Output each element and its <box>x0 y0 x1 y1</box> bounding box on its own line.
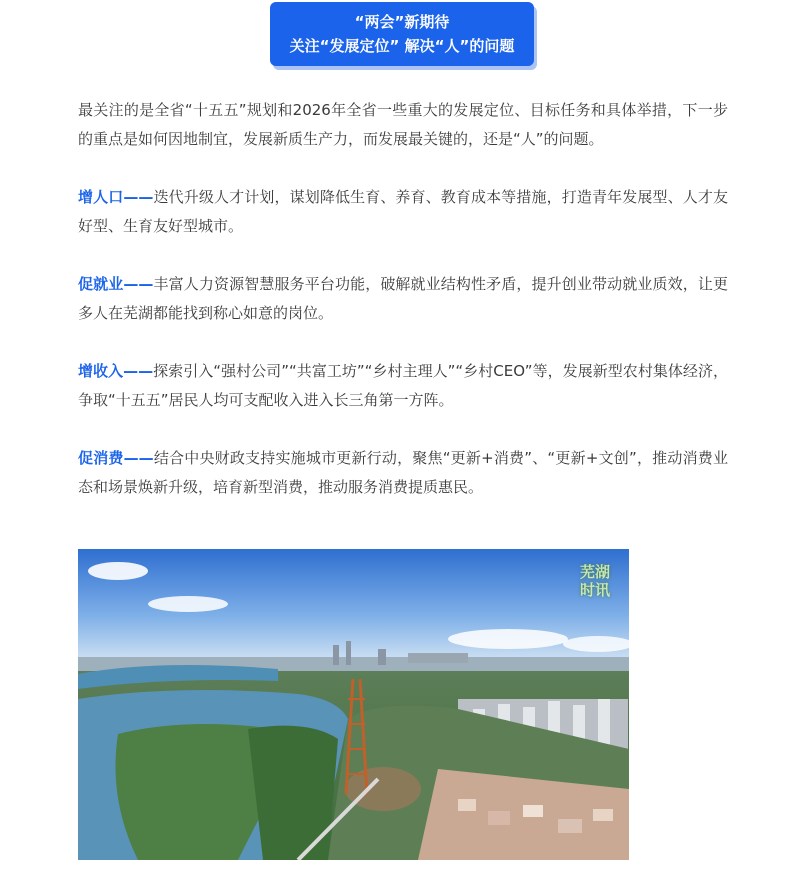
section-paragraph-population <box>78 183 728 241</box>
section-paragraph-employment <box>78 270 728 328</box>
photo-illustration <box>78 549 629 860</box>
section-text: 迭代升级人才计划，谋划降低生育、养育、教育成本等措施，打造青年发展型、人才友好型、生育友好型城市。 <box>78 188 728 235</box>
city-aerial-photo <box>78 549 629 860</box>
photo-watermark <box>573 563 617 599</box>
section-paragraph-income <box>78 357 728 415</box>
section-keyword: 增人口—— <box>78 188 154 206</box>
watermark-line-2: 时讯 <box>579 581 610 599</box>
title-line-2: 关注“发展定位” 解决“人”的问题 <box>289 37 515 55</box>
intro-paragraph: 最关注的是全省“十五五”规划和2026年全省一些重大的发展定位、目标任务和具体举措，下一步的重点是如何因地制宜，发展新质生产力，而发展最关键的，还是“人”的问题。 <box>78 101 728 148</box>
title-line-1: “两会”新期待 <box>354 13 450 31</box>
section-keyword: 促就业—— <box>78 275 154 293</box>
section-keyword: 增收入—— <box>78 362 154 380</box>
section-paragraph-consumption <box>78 444 728 502</box>
watermark-line-1: 芜湖 <box>579 563 610 581</box>
section-text: 结合中央财政支持实施城市更新行动，聚焦“更新+消费”、“更新+文创”，推动消费业态和场景焕新升级，培育新型消费，推动服务消费提质惠民。 <box>78 449 728 496</box>
article-body <box>78 96 728 531</box>
title-banner <box>270 2 534 66</box>
section-text: 丰富人力资源智慧服务平台功能，破解就业结构性矛盾，提升创业带动就业质效，让更多人在芜湖都能找到称心如意的岗位。 <box>78 275 728 322</box>
section-text: 探索引入“强村公司”“共富工坊”“乡村主理人”“乡村CEO”等，发展新型农村集体经济，争取“十五五”居民人均可支配收入进入长三角第一方阵。 <box>78 362 728 409</box>
section-keyword: 促消费—— <box>78 449 154 467</box>
